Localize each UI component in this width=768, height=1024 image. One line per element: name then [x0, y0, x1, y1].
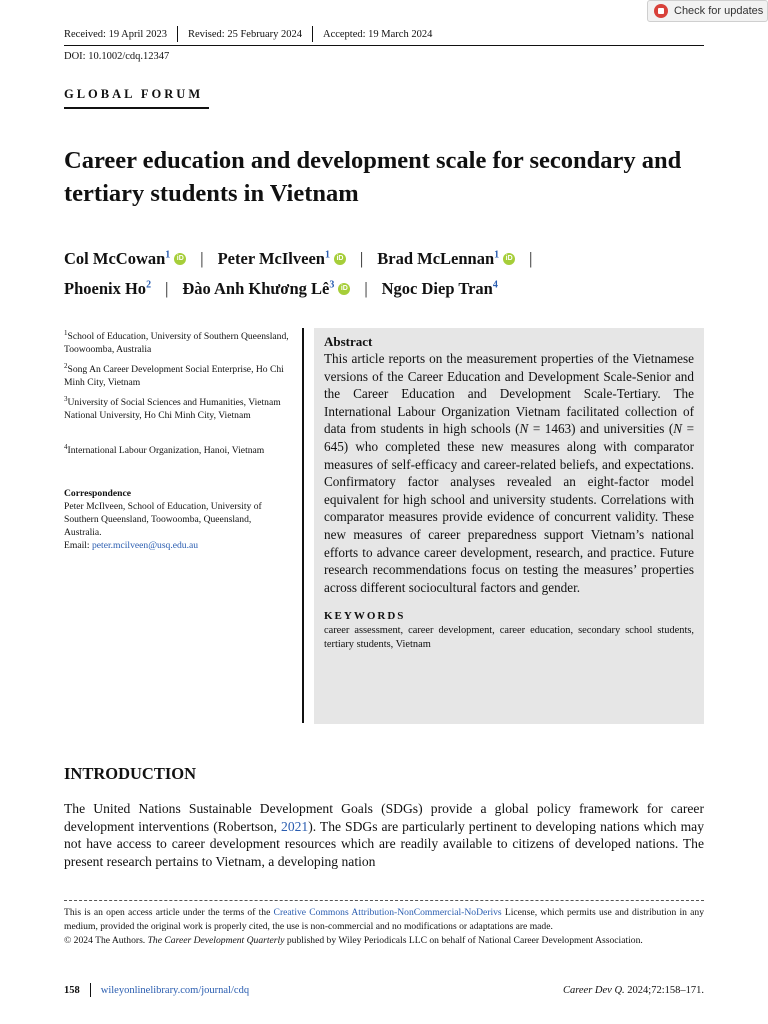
- author-separator: |: [359, 248, 364, 268]
- revised-date: Revised: 25 February 2024: [187, 28, 302, 40]
- abstract-box: [314, 328, 704, 724]
- affiliation: $^3$University of Social Sciences and Humanities, Vietnam National University, Ho Chi Minh City, Vietnam: [64, 395, 281, 422]
- author[interactable]: Col McCowan$^1$ iD: [64, 249, 186, 268]
- author[interactable]: Peter McIlveen$^1$ iD: [218, 249, 346, 268]
- article-title: Career education and development scale for secondary and tertiary students in Vietnam: [64, 147, 682, 207]
- introduction-heading: INTRODUCTION: [64, 764, 197, 783]
- article-dates: [64, 26, 432, 42]
- correspondence-text: Peter McIlveen, School of Education, University of Southern Queensland, Toowoomba, Queensland, Australia.: [64, 501, 262, 538]
- correspondence-heading: Correspondence: [64, 488, 131, 499]
- correspondence: Correspondence Peter McIlveen, School of Education, University of Southern Queensland, Toowoomba, Queensland, Australia. Email: peter.mcilveen@usq.edu.au: [64, 487, 289, 552]
- author[interactable]: Đào Anh Khương $Lê^3$ iD: [182, 279, 350, 298]
- license-link[interactable]: Creative Commons Attribution-NonCommercial-NoDerivs: [273, 907, 502, 918]
- journal-url-link[interactable]: wileyonlinelibrary.com/journal/cdq: [100, 984, 250, 996]
- abstract-heading: Abstract: [324, 334, 373, 349]
- author-separator: |: [165, 279, 169, 298]
- citation-link[interactable]: 2021: [281, 818, 309, 834]
- orcid-icon[interactable]: iD: [503, 253, 515, 265]
- affiliation: $^1$School of Education, University of Southern Queensland, Toowoomba, Australia: [64, 329, 289, 356]
- footer-divider: [90, 983, 91, 997]
- author[interactable]: Ngoc Diep Tran$^4$: [381, 279, 498, 298]
- author[interactable]: Phoenix Ho$^2$: [64, 279, 152, 298]
- header-rule: [64, 45, 704, 46]
- orcid-icon[interactable]: iD: [338, 283, 350, 295]
- affiliation: $^4$International Labour Organization, Hanoi, Vietnam: [64, 443, 265, 457]
- page-number: 158: [64, 984, 80, 996]
- journal-citation: Career Dev Q. 2024;72:158–171.: [562, 984, 704, 996]
- author-separator: |: [529, 248, 533, 268]
- date-divider: [312, 26, 313, 42]
- section-rule: [64, 107, 209, 109]
- license-footnote: This is an open access article under the terms of the Creative Commons Attribution-NonCommercial-NoDerivs License, which permits use and distribution in any medium, provided the original work is properly cited, the use is non-commercial and no modifications or adaptations are made. © 2024 The Authors. The Career Development Quarterly published by Wiley Periodicals LLC on behalf of National Career Development Association.: [64, 907, 704, 946]
- author-list: [64, 241, 704, 302]
- received-date: Received: 19 April 2023: [64, 28, 167, 40]
- author-separator: |: [364, 279, 368, 298]
- introduction-text: The United Nations Sustainable Development Goals (SDGs) provide a global policy framework for career development interventions (Robertson, 2021). The SDGs are particularly pertinent to developing nations which may not have access to career development resources which are readily available to citizens of developed nations. The present research pertains to Vietnam, a developing nation: [64, 801, 704, 869]
- date-divider: [177, 26, 178, 42]
- abstract-text: This article reports on the measurement properties of the Vietnamese versions of the Career Education and Development Scale-Senior and the Career Education and Development Scale-Tertiary. The International Labour Organization Vietnam facilitated collection of data from students in high schools (N = 1463) and universities (N = 645) who completed these new measures along with comparator measures of self-efficacy and career-related beliefs, and expectations. Confirmatory factor analyses revealed an eight-factor model equivalent for high school and university students. Correlations with comparator measures provide evidence of concurrent validity. These new measures of career preparedness support Vietnam’s national efforts to advance career development, research, and practice. Future research recommendations focus on testing the measures’ properties across different sociocultural factors and gender.: [324, 351, 695, 595]
- keywords-heading: KEYWORDS: [324, 610, 406, 623]
- email-link[interactable]: peter.mcilveen@usq.edu.au: [91, 540, 199, 551]
- section-label: GLOBAL FORUM: [64, 87, 204, 101]
- accepted-date: Accepted: 19 March 2024: [322, 28, 433, 40]
- orcid-icon[interactable]: iD: [174, 253, 186, 265]
- author-separator: |: [200, 248, 204, 268]
- column-divider: [302, 328, 304, 723]
- affiliation: $^2$Song An Career Development Social Enterprise, Ho Chi Minh City, Vietnam: [64, 362, 284, 389]
- check-for-updates-button[interactable]: [647, 0, 768, 22]
- orcid-icon[interactable]: iD: [334, 253, 346, 265]
- footnote-rule: [64, 900, 704, 901]
- crossmark-icon: [654, 4, 668, 18]
- doi[interactable]: DOI: 10.1002/cdq.12347: [64, 51, 170, 62]
- page-footer: [64, 983, 704, 997]
- check-for-updates-label: Check for updates: [674, 5, 764, 17]
- author[interactable]: Brad McLennan$^1$ iD: [377, 249, 515, 268]
- keywords-list: career assessment, career development, career education, secondary school students, tertiary students, Vietnam: [324, 625, 694, 651]
